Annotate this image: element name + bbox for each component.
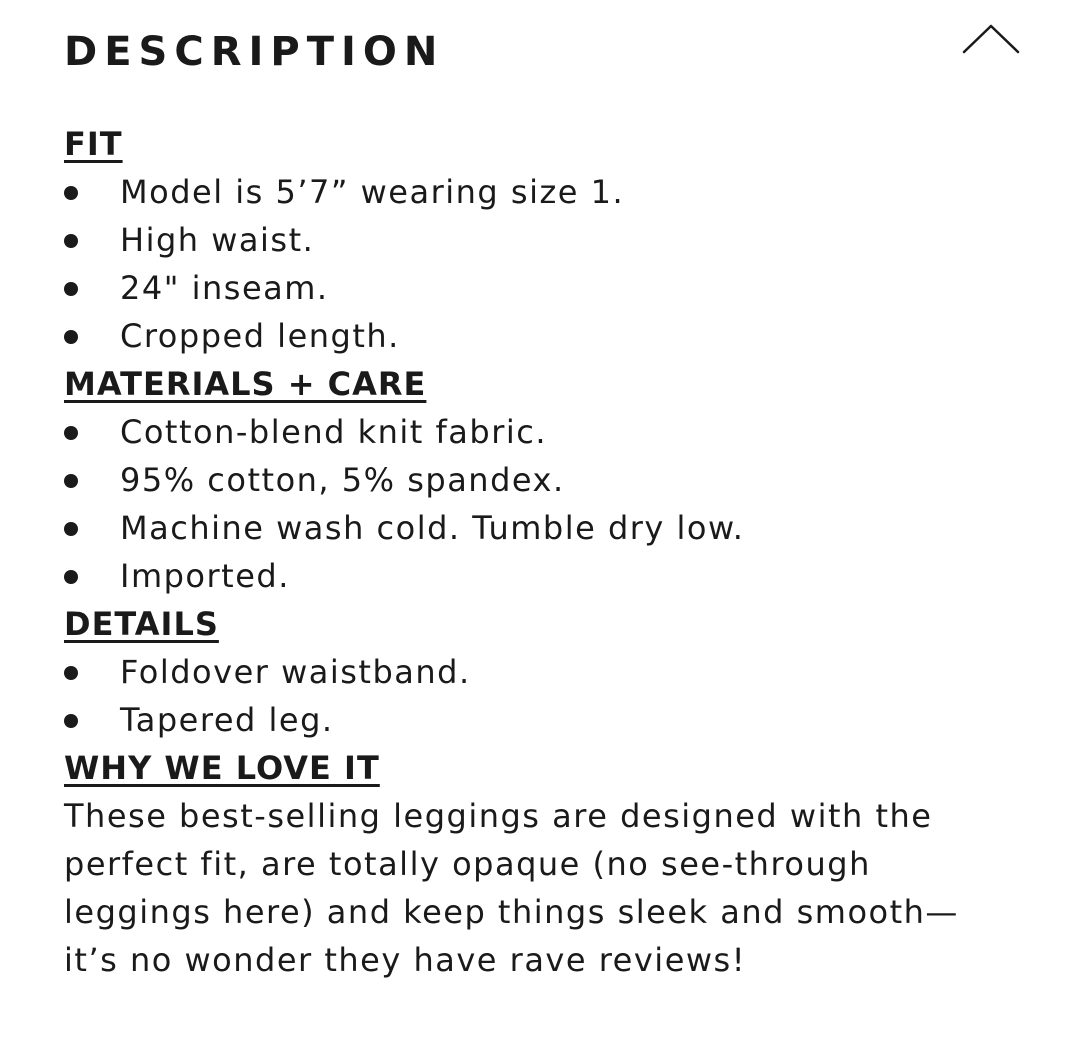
list-item-text: Tapered leg. bbox=[120, 701, 334, 739]
list-item bbox=[64, 648, 1004, 696]
description-content bbox=[64, 120, 1004, 984]
why-we-love-it-text: These best-selling leggings are designed with the perfect fit, are totally opaque (no see-through leggings here) and keep things sleek and smooth—it’s no wonder they have rave reviews! bbox=[64, 797, 959, 979]
list-item-text: Cropped length. bbox=[120, 317, 400, 355]
list-item bbox=[64, 312, 1004, 360]
bullet-icon bbox=[64, 522, 78, 536]
list-item bbox=[64, 216, 1004, 264]
fit-list bbox=[64, 168, 1004, 360]
section-heading-materials-care: MATERIALS + CARE bbox=[64, 365, 427, 403]
details-list bbox=[64, 648, 1004, 744]
list-item bbox=[64, 552, 1004, 600]
collapse-button[interactable] bbox=[960, 18, 1022, 58]
list-item bbox=[64, 264, 1004, 312]
list-item-text: Cotton-blend knit fabric. bbox=[120, 413, 547, 451]
list-item-text: High waist. bbox=[120, 221, 315, 259]
list-item bbox=[64, 168, 1004, 216]
list-item-text: Machine wash cold. Tumble dry low. bbox=[120, 509, 745, 547]
list-item-text: Model is 5’7” wearing size 1. bbox=[120, 173, 625, 211]
list-item-text: Imported. bbox=[120, 557, 290, 595]
materials-list bbox=[64, 408, 1004, 600]
list-item bbox=[64, 504, 1004, 552]
bullet-icon bbox=[64, 282, 78, 296]
bullet-icon bbox=[64, 570, 78, 584]
description-header[interactable] bbox=[64, 26, 1040, 82]
bullet-icon bbox=[64, 186, 78, 200]
bullet-icon bbox=[64, 666, 78, 680]
list-item bbox=[64, 696, 1004, 744]
bullet-icon bbox=[64, 714, 78, 728]
list-item bbox=[64, 408, 1004, 456]
section-heading-why-we-love-it: WHY WE LOVE IT bbox=[64, 749, 380, 787]
section-heading-details: DETAILS bbox=[64, 605, 219, 643]
bullet-icon bbox=[64, 426, 78, 440]
page-title: DESCRIPTION bbox=[64, 29, 445, 75]
list-item-text: Foldover waistband. bbox=[120, 653, 471, 691]
chevron-up-icon bbox=[960, 18, 1022, 58]
list-item-text: 95% cotton, 5% spandex. bbox=[120, 461, 565, 499]
bullet-icon bbox=[64, 234, 78, 248]
bullet-icon bbox=[64, 474, 78, 488]
list-item bbox=[64, 456, 1004, 504]
section-heading-fit: FIT bbox=[64, 125, 123, 163]
bullet-icon bbox=[64, 330, 78, 344]
list-item-text: 24" inseam. bbox=[120, 269, 329, 307]
